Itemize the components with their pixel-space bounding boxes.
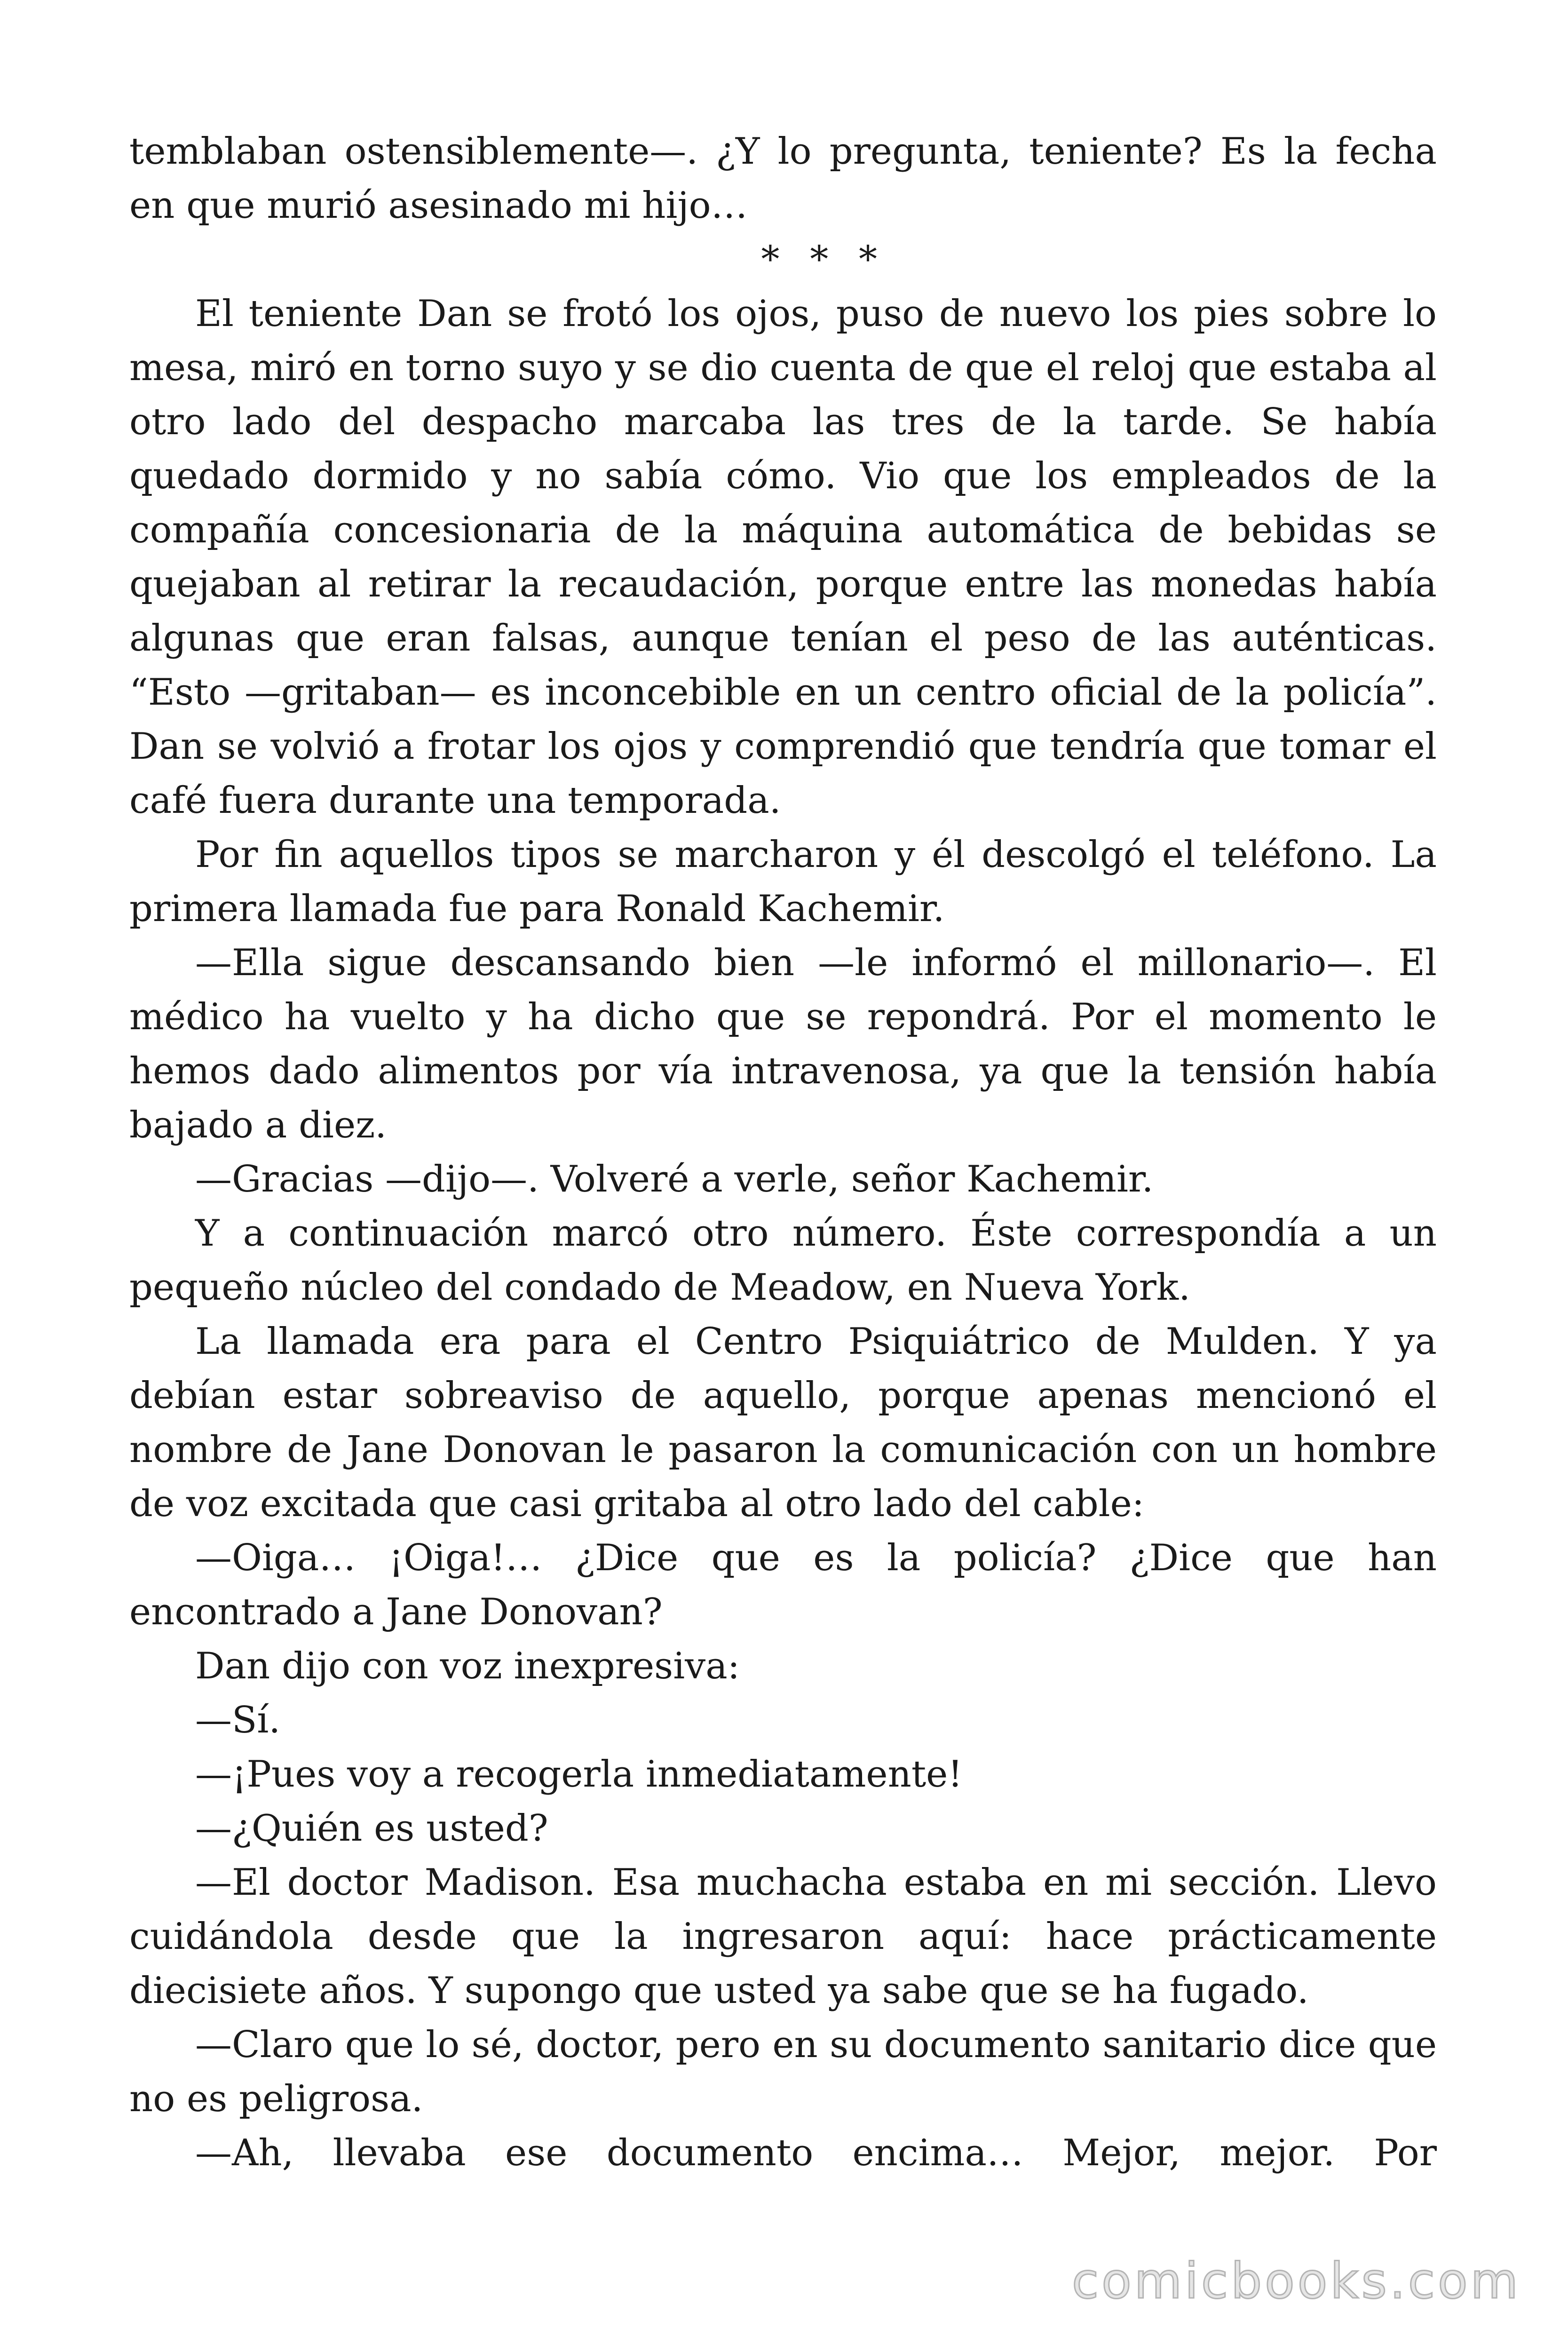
paragraph: —¡Pues voy a recogerla inmediatamente! [195, 1753, 963, 1796]
book-page-text [129, 125, 1437, 2180]
paragraph: El teniente Dan se frotó los ojos, puso de nuevo los pies sobre lo mesa, miró en torno suyo y se dio cuenta de que el reloj que estaba al otro lado del despacho marcaba las tres de la tarde. Se había quedado dormido y no sabía cómo. Vio que los empleados de la compañía concesionaria de la máquina automática de bebidas se quejaban al retirar la recaudación, porque entre las monedas había algunas que eran falsas, aunque tenían el peso de las auténticas. “Esto —gritaban— es inconcebible en un centro oficial de la policía”. Dan se volvió a frotar los ojos y comprendió que tendría que tomar el café fuera durante una temporada. [129, 293, 1437, 822]
paragraph: —¿Quién es usted? [195, 1807, 548, 1850]
paragraph-continuation: temblaban ostensiblemente—. ¿Y lo pregunta, teniente? Es la fecha en que murió asesinado mi hijo… [129, 130, 1437, 227]
paragraph: —Sí. [195, 1699, 281, 1741]
paragraph: —Gracias —dijo—. Volveré a verle, señor Kachemir. [195, 1158, 1154, 1200]
paragraph: Por fin aquellos tipos se marcharon y él descolgó el teléfono. La primera llamada fue para Ronald Kachemir. [129, 834, 1437, 930]
paragraph: La llamada era para el Centro Psiquiátrico de Mulden. Y ya debían estar sobreaviso de aquello, porque apenas mencionó el nombre de Jane Donovan le pasaron la comunicación con un hombre de voz excitada que casi gritaba al otro lado del cable: [129, 1320, 1437, 1525]
paragraph: —Oiga… ¡Oiga!… ¿Dice que es la policía? ¿Dice que han encontrado a Jane Donovan? [129, 1537, 1437, 1633]
paragraph: Dan dijo con voz inexpresiva: [195, 1645, 740, 1687]
paragraph: —Ella sigue descansando bien —le informó el millonario—. El médico ha vuelto y ha dicho que se repondrá. Por el momento le hemos dado alimentos por vía intravenosa, ya que la tensión había bajado a diez. [129, 942, 1437, 1146]
paragraph: —Claro que lo sé, doctor, pero en su documento sanitario dice que no es peligrosa. [129, 2024, 1437, 2120]
section-separator: * * * [761, 238, 887, 281]
paragraph: Y a continuación marcó otro número. Éste correspondía a un pequeño núcleo del condado de Meadow, en Nueva York. [129, 1212, 1437, 1309]
paragraph-cut-off: —Ah, llevaba ese documento encima… Mejor, mejor. Por [195, 2132, 1437, 2174]
paragraph: —El doctor Madison. Esa muchacha estaba en mi sección. Llevo cuidándola desde que la ingresaron aquí: hace prácticamente diecisiete años. Y supongo que usted ya sabe que se ha fugado. [129, 1861, 1437, 2012]
watermark: comicbooks.com [1071, 2252, 1521, 2310]
